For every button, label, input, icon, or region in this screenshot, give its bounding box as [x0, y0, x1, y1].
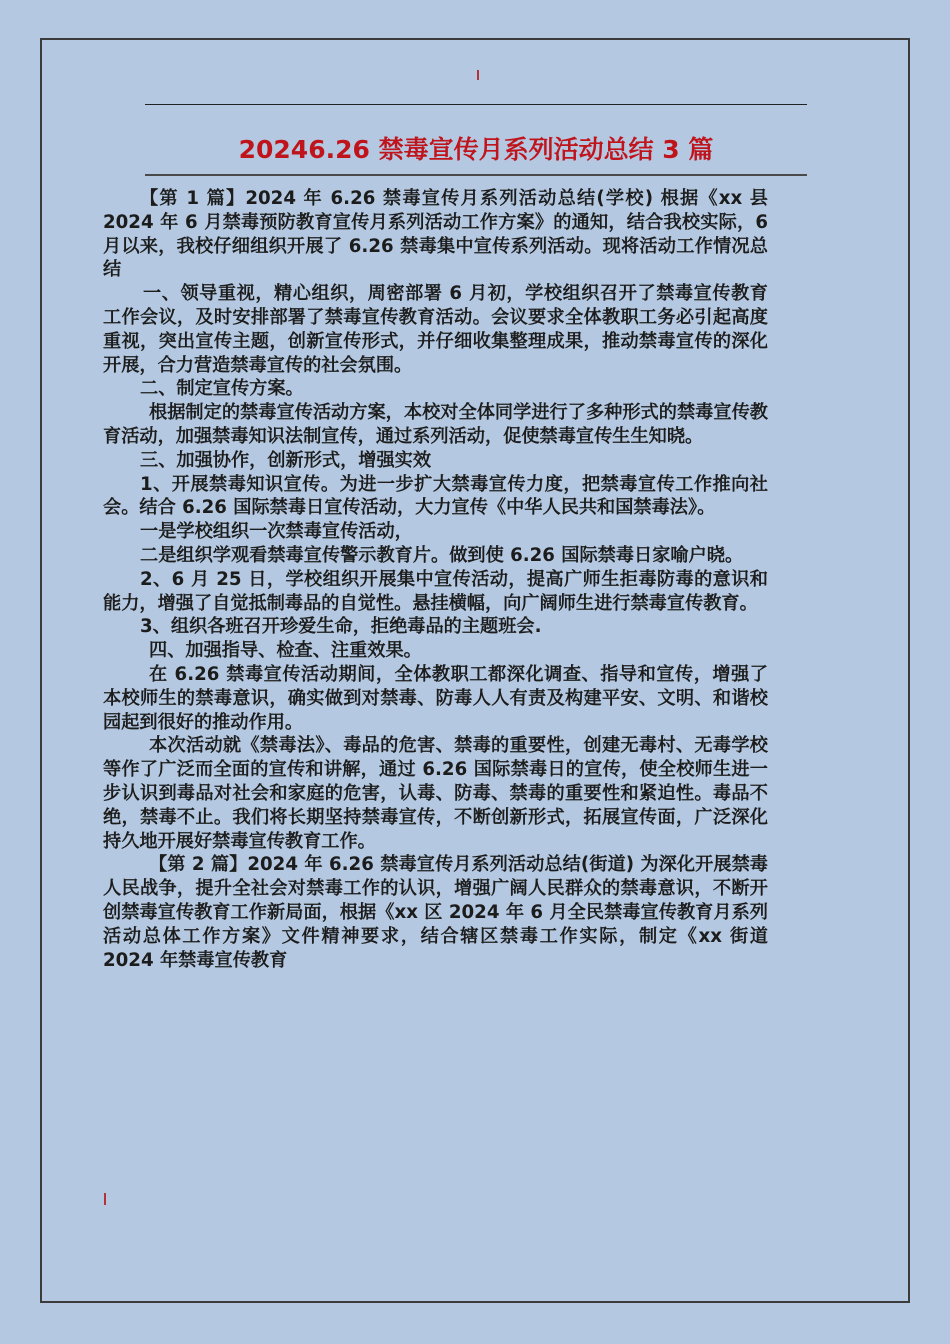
paragraph: 1、开展禁毒知识宣传。为进一步扩大禁毒宣传力度，把禁毒宣传工作推向社会。结合 6.26 国际禁毒日宣传活动，大力宣传《中华人民共和国禁毒法》。 — [103, 473, 768, 519]
paragraph: 根据制定的禁毒宣传活动方案，本校对全体同学进行了多种形式的禁毒宣传教育活动，加强禁毒知识法制宣传，通过系列活动，促使禁毒宣传生生知晓。 — [103, 402, 768, 447]
document-title: 20246.26 禁毒宣传月系列活动总结 3 篇 — [238, 135, 714, 164]
title-divider — [145, 174, 807, 176]
paragraph: 3、组织各班召开珍爱生命，拒绝毒品的主题班会. — [140, 616, 542, 638]
paragraph: 三、加强协作，创新形式，增强实效 — [140, 449, 432, 471]
paragraph: 【第 2 篇】2024 年 6.26 禁毒宣传月系列活动总结(街道) 为深化开展禁毒人民战争，提升全社会对禁毒工作的认识，增强广阔人民群众的禁毒意识，不断开创禁毒宣传教育工作新局面，根据《xx 区 2024 年 6 月全民禁毒宣传教育月系列活动总体工作方案》文件精神要求，结合辖区禁毒工作实际，制定《xx 街道 2024 年禁毒宣传教育 — [103, 854, 768, 971]
paragraph: 2、6 月 25 日，学校组织开展集中宣传活动，提高广师生拒毒防毒的意识和能力，增强了自觉抵制毒品的自觉性。悬挂横幅，向广阔师生进行禁毒宣传教育。 — [103, 568, 768, 614]
footer-cursor-mark — [104, 1193, 106, 1205]
paragraph: 一、领导重视，精心组织，周密部署 6 月初，学校组织召开了禁毒宣传教育工作会议，及时安排部署了禁毒宣传教育活动。会议要求全体教职工务必引起高度重视，突出宣传主题，创新宣传形式，并仔细收集整理成果，推动禁毒宣传的深化开展，合力营造禁毒宣传的社会氛围。 — [103, 283, 768, 376]
paragraph: 【第 1 篇】2024 年 6.26 禁毒宣传月系列活动总结(学校) 根据《xx 县 2024 年 6 月禁毒预防教育宣传月系列活动工作方案》的通知，结合我校实际，6 月以来，我校仔细组织开展了 6.26 禁毒集中宣传系列活动。现将活动工作情况总结 — [103, 188, 768, 281]
paragraph: 本次活动就《禁毒法》、毒品的危害、禁毒的重要性，创建无毒村、无毒学校等作了广泛而全面的宣传和讲解，通过 6.26 国际禁毒日的宣传，使全校师生进一步认识到毒品对社会和家庭的危害，认毒、防毒、禁毒的重要性和紧迫性。毒品不绝，禁毒不止。我们将长期坚持禁毒宣传，不断创新形式，拓展宣传面，广泛深化持久地开展好禁毒宣传教育工作。 — [103, 735, 768, 852]
paragraph: 一是学校组织一次禁毒宣传活动， — [140, 521, 413, 543]
document-body — [103, 187, 768, 972]
paragraph: 二、制定宣传方案。 — [140, 378, 304, 400]
paragraph: 二是组织学观看禁毒宣传警示教育片。做到使 6.26 国际禁毒日家喻户晓。 — [140, 544, 744, 566]
paragraph: 在 6.26 禁毒宣传活动期间，全体教职工都深化调查、指导和宣传，增强了本校师生的禁毒意识，确实做到对禁毒、防毒人人有责及构建平安、文明、和谐校园起到很好的推动作用。 — [103, 663, 768, 733]
paragraph: 四、加强指导、检查、注重效果。 — [149, 640, 422, 662]
header-divider — [145, 104, 807, 105]
header-cursor-mark — [477, 70, 479, 80]
